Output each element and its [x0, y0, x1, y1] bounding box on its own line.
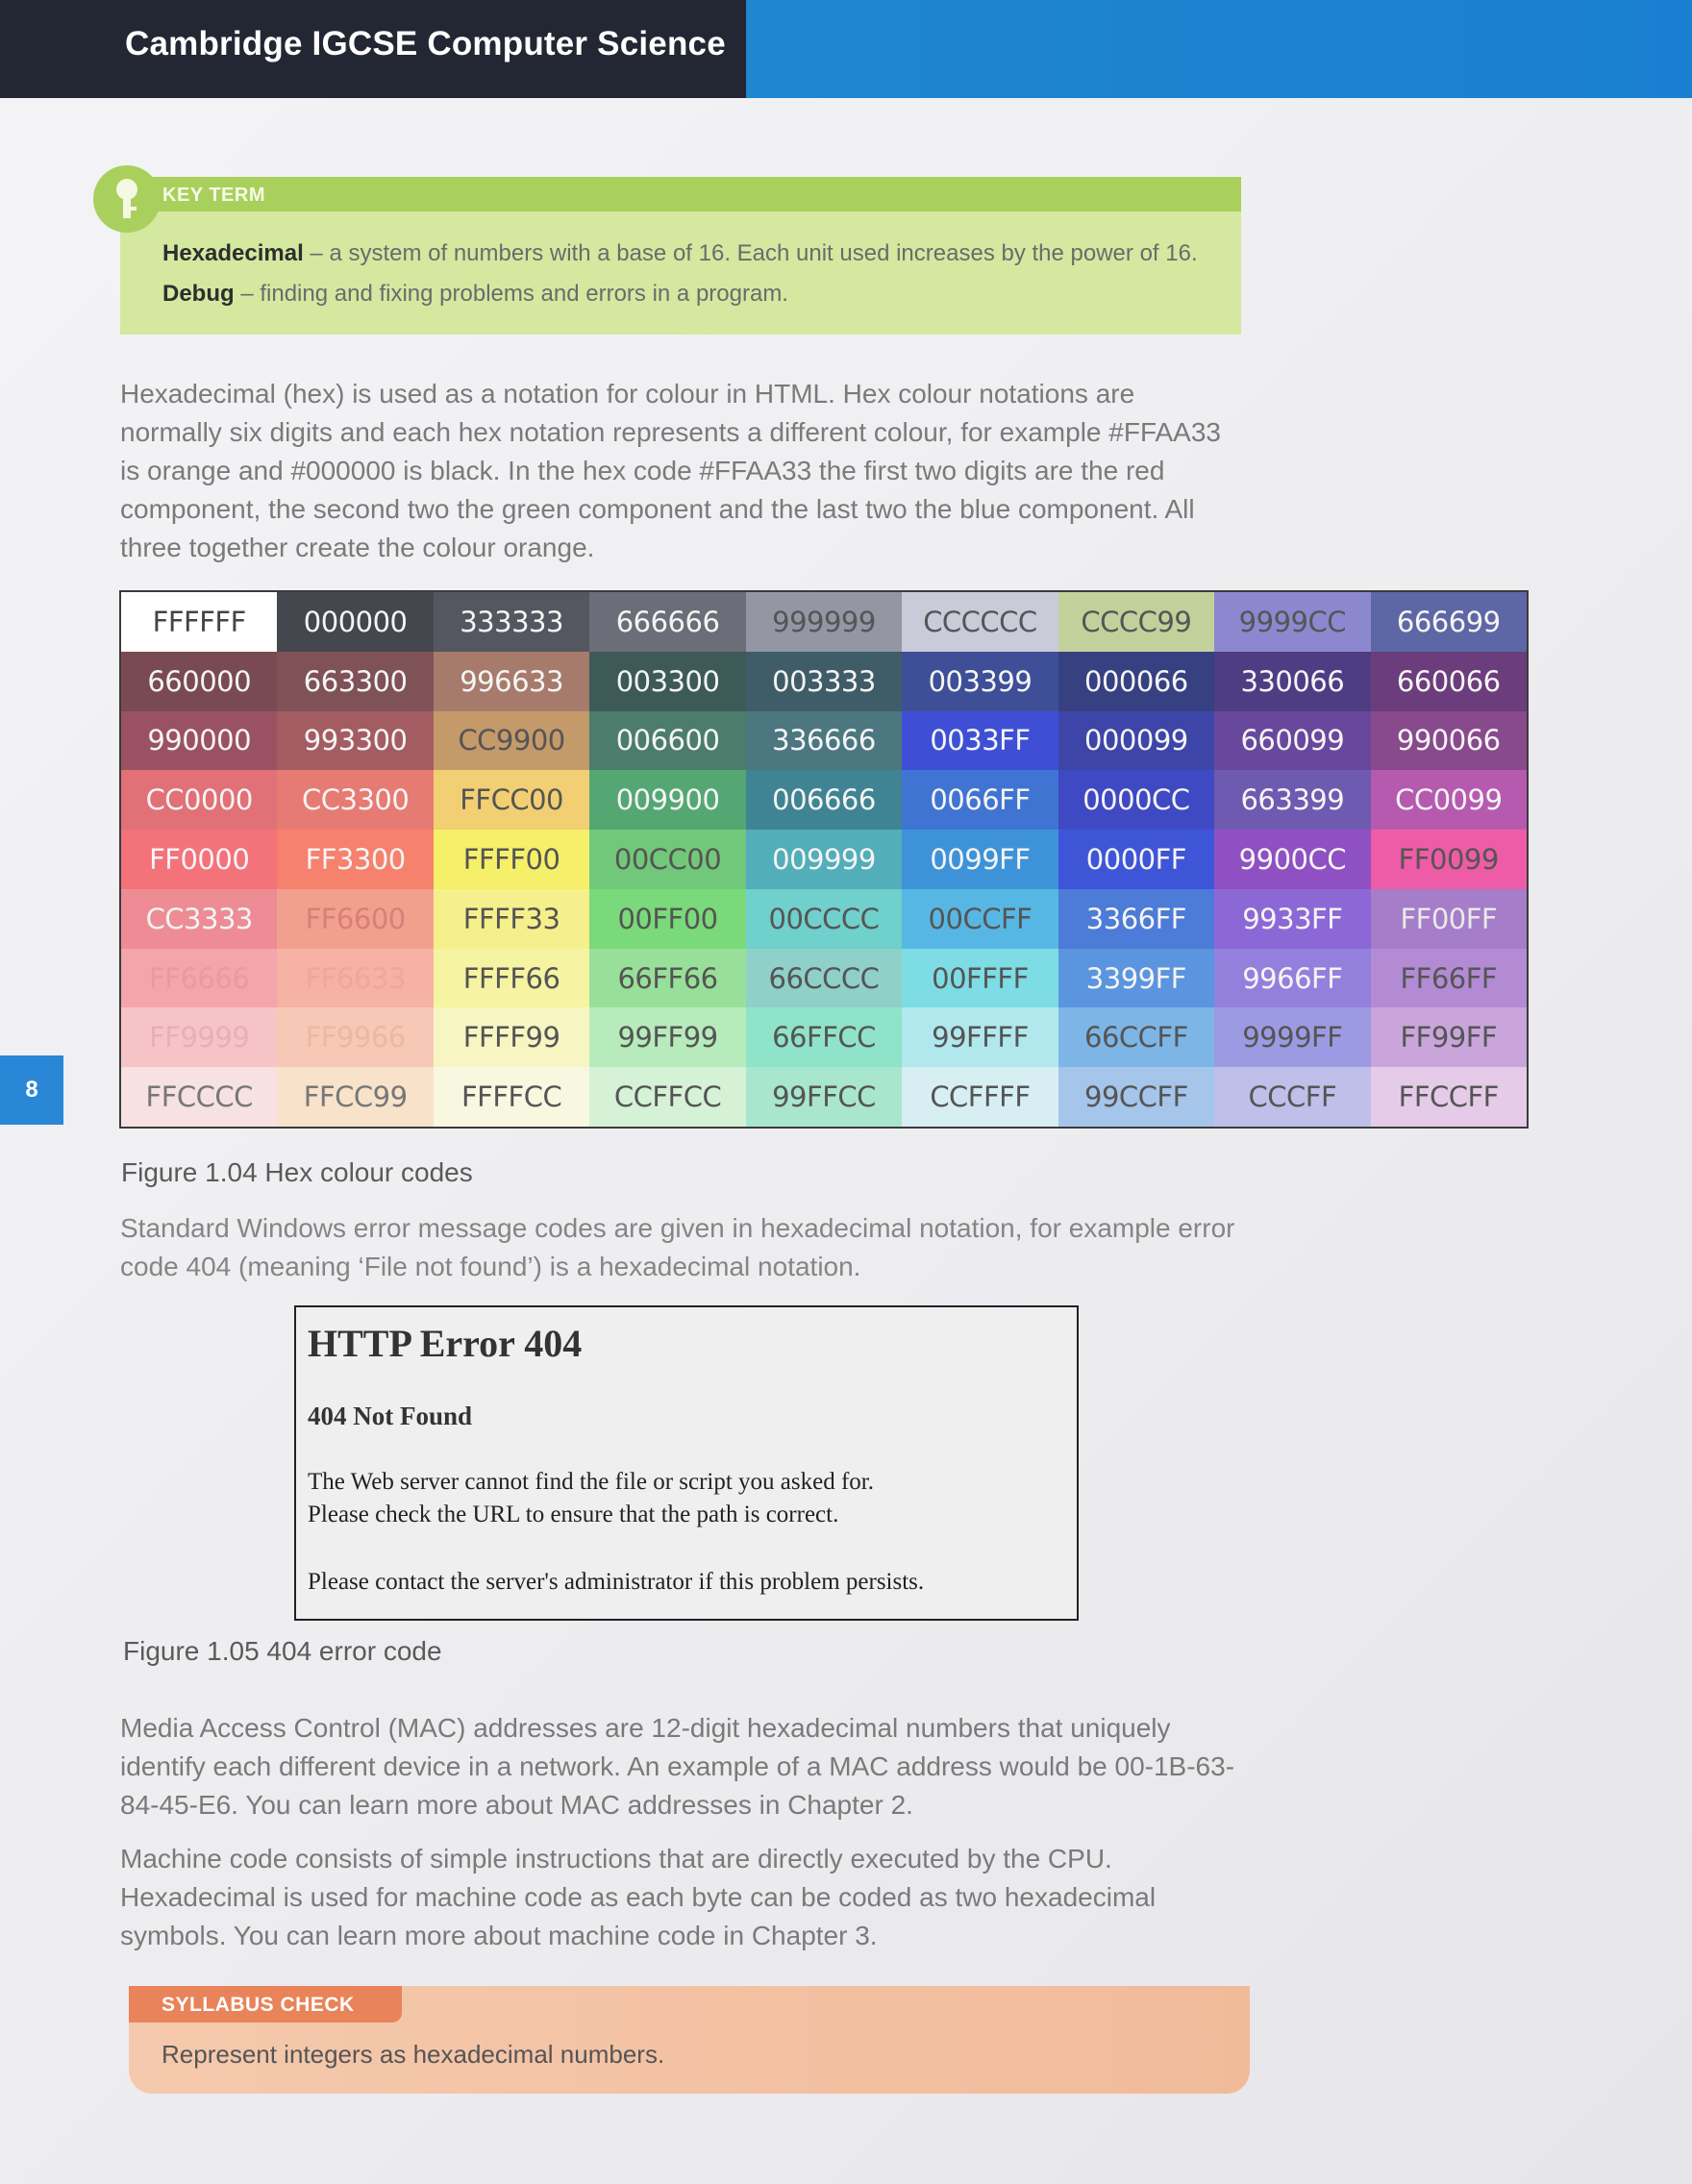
- hex-colour-cell: 00FF00: [589, 889, 745, 949]
- text-line: component, the second two the green component and the last two the blue component. All: [120, 494, 1195, 524]
- text-line: identify each different device in a network. An example of a MAC address would be 00-1B-63-: [120, 1751, 1235, 1781]
- key-term-header: [120, 177, 1241, 211]
- error-message-line: Please check the URL to ensure that the path is correct.: [308, 1502, 839, 1527]
- hex-colour-cell: FF6666: [121, 949, 277, 1008]
- key-term-box: [120, 177, 1241, 335]
- key-icon: [93, 165, 161, 233]
- hex-colour-cell: 330066: [1214, 652, 1370, 711]
- hex-colour-cell: 999999: [746, 592, 902, 652]
- hex-colour-cell: 0000CC: [1058, 770, 1214, 830]
- hex-colour-cell: 663300: [277, 652, 433, 711]
- hex-colour-cell: 66CCCC: [746, 949, 902, 1008]
- hex-colour-cell: 0033FF: [902, 711, 1058, 771]
- header-accent-bar: [746, 0, 1692, 98]
- hex-colour-cell: CC9900: [434, 711, 589, 771]
- figure-1-04-caption: Figure 1.04 Hex colour codes: [121, 1157, 473, 1187]
- hex-colour-cell: 99FFFF: [902, 1007, 1058, 1067]
- hex-colour-cell: 0099FF: [902, 830, 1058, 889]
- hex-colour-cell: FFFF66: [434, 949, 589, 1008]
- text-line: is orange and #000000 is black. In the hex code #FFAA33 the first two digits are the red: [120, 456, 1165, 485]
- hex-colour-cell: FFFFCC: [434, 1067, 589, 1127]
- hex-colour-cell: FFCCCC: [121, 1067, 277, 1127]
- hex-colour-cell: CC3333: [121, 889, 277, 949]
- hex-colour-cell: FF66FF: [1371, 949, 1527, 1008]
- hex-colour-cell: CC0000: [121, 770, 277, 830]
- hex-colour-cell: 0066FF: [902, 770, 1058, 830]
- hex-colour-cell: FF3300: [277, 830, 433, 889]
- hex-colour-cell: 00CCFF: [902, 889, 1058, 949]
- text-line: symbols. You can learn more about machine code in Chapter 3.: [120, 1921, 878, 1950]
- hex-colour-cell: 990066: [1371, 711, 1527, 771]
- hex-colour-cell: FF00FF: [1371, 889, 1527, 949]
- hex-colour-table: [119, 590, 1529, 1129]
- hex-colour-cell: 990000: [121, 711, 277, 771]
- page-number: 8: [0, 1055, 63, 1125]
- key-term-definition: – finding and fixing problems and errors in a program.: [234, 281, 788, 307]
- hex-colour-cell: 00FFFF: [902, 949, 1058, 1008]
- intro-paragraph: [120, 375, 1245, 567]
- text-line: Media Access Control (MAC) addresses are 12-digit hexadecimal numbers that uniquely: [120, 1713, 1171, 1743]
- error-message-line: Please contact the server's administrator if this problem persists.: [308, 1569, 925, 1595]
- syllabus-check-label: SYLLABUS CHECK: [162, 1994, 355, 2016]
- hex-colour-cell: CCFFCC: [589, 1067, 745, 1127]
- hex-colour-cell: FFCC99: [277, 1067, 433, 1127]
- hex-colour-cell: 3366FF: [1058, 889, 1214, 949]
- hex-colour-cell: 993300: [277, 711, 433, 771]
- hex-colour-cell: 660099: [1214, 711, 1370, 771]
- hex-colour-cell: 66FFCC: [746, 1007, 902, 1067]
- hex-colour-cell: FFCC00: [434, 770, 589, 830]
- hex-colour-cell: FF9966: [277, 1007, 433, 1067]
- hex-colour-cell: 99FFCC: [746, 1067, 902, 1127]
- hex-colour-cell: 9999CC: [1214, 592, 1370, 652]
- error-subtitle: 404 Not Found: [308, 1402, 473, 1430]
- hex-colour-cell: FF6633: [277, 949, 433, 1008]
- hex-colour-cell: 336666: [746, 711, 902, 771]
- hex-colour-cell: CCCCCC: [902, 592, 1058, 652]
- hex-colour-cell: 003300: [589, 652, 745, 711]
- http-error-box: [294, 1305, 1079, 1621]
- hex-colour-cell: 000066: [1058, 652, 1214, 711]
- hex-colour-cell: 006666: [746, 770, 902, 830]
- text-line: code 404 (meaning ‘File not found’) is a hexadecimal notation.: [120, 1252, 861, 1281]
- hex-colour-cell: FFCCFF: [1371, 1067, 1527, 1127]
- text-line: Hexadecimal is used for machine code as each byte can be coded as two hexadecimal: [120, 1882, 1157, 1912]
- hex-colour-cell: CC0099: [1371, 770, 1527, 830]
- hex-colour-cell: FF99FF: [1371, 1007, 1527, 1067]
- hex-colour-cell: 99FF99: [589, 1007, 745, 1067]
- machine-code-paragraph: [120, 1840, 1245, 1955]
- text-line: Machine code consists of simple instructions that are directly executed by the CPU.: [120, 1844, 1112, 1874]
- hex-colour-cell: 66FF66: [589, 949, 745, 1008]
- hex-colour-cell: CC3300: [277, 770, 433, 830]
- figure-1-05-caption: Figure 1.05 404 error code: [123, 1636, 442, 1666]
- hex-colour-cell: FFFFFF: [121, 592, 277, 652]
- key-term-definition: – a system of numbers with a base of 16. Each unit used increases by the power of 16.: [303, 240, 1198, 266]
- hex-colour-cell: 00CC00: [589, 830, 745, 889]
- key-term-word: Hexadecimal: [162, 240, 304, 266]
- hex-colour-cell: 996633: [434, 652, 589, 711]
- key-term-item: [162, 281, 788, 308]
- hex-colour-cell: 9966FF: [1214, 949, 1370, 1008]
- hex-colour-cell: 660000: [121, 652, 277, 711]
- hex-colour-cell: 66CCFF: [1058, 1007, 1214, 1067]
- hex-colour-cell: FF9999: [121, 1007, 277, 1067]
- syllabus-check-tab: [129, 1986, 402, 2023]
- error-message-line: The Web server cannot find the file or script you asked for.: [308, 1469, 875, 1495]
- mac-paragraph: [120, 1709, 1245, 1824]
- syllabus-check-text: Represent integers as hexadecimal numbers.: [162, 2040, 665, 2069]
- hex-colour-cell: 666699: [1371, 592, 1527, 652]
- hex-colour-cell: 99CCFF: [1058, 1067, 1214, 1127]
- key-term-word: Debug: [162, 281, 235, 307]
- hex-colour-cell: FFFF33: [434, 889, 589, 949]
- hex-colour-cell: 3399FF: [1058, 949, 1214, 1008]
- hex-colour-cell: 660066: [1371, 652, 1527, 711]
- hex-colour-cell: 663399: [1214, 770, 1370, 830]
- text-line: Hexadecimal (hex) is used as a notation for colour in HTML. Hex colour notations are: [120, 379, 1135, 409]
- hex-colour-cell: CCCC99: [1058, 592, 1214, 652]
- hex-colour-cell: 9999FF: [1214, 1007, 1370, 1067]
- hex-colour-cell: FFFF99: [434, 1007, 589, 1067]
- hex-colour-cell: CCFFFF: [902, 1067, 1058, 1127]
- hex-colour-cell: 000000: [277, 592, 433, 652]
- hex-colour-cell: 003399: [902, 652, 1058, 711]
- error-paragraph: [120, 1209, 1245, 1286]
- hex-colour-cell: FF6600: [277, 889, 433, 949]
- hex-colour-cell: 000099: [1058, 711, 1214, 771]
- hex-colour-cell: 9933FF: [1214, 889, 1370, 949]
- hex-colour-cell: 009900: [589, 770, 745, 830]
- hex-colour-cell: 006600: [589, 711, 745, 771]
- hex-colour-cell: 009999: [746, 830, 902, 889]
- hex-colour-cell: 00CCCC: [746, 889, 902, 949]
- text-line: three together create the colour orange.: [120, 533, 595, 562]
- text-line: 84-45-E6. You can learn more about MAC addresses in Chapter 2.: [120, 1790, 913, 1820]
- hex-colour-cell: 9900CC: [1214, 830, 1370, 889]
- error-title: HTTP Error 404: [308, 1322, 583, 1365]
- hex-colour-cell: CCCFF: [1214, 1067, 1370, 1127]
- hex-colour-cell: FF0000: [121, 830, 277, 889]
- hex-colour-cell: 003333: [746, 652, 902, 711]
- book-title: Cambridge IGCSE Computer Science: [125, 25, 726, 62]
- key-term-label: KEY TERM: [162, 185, 265, 206]
- syllabus-check-box: [129, 1986, 1250, 2094]
- hex-colour-cell: 0000FF: [1058, 830, 1214, 889]
- text-line: Standard Windows error message codes are given in hexadecimal notation, for example error: [120, 1213, 1235, 1243]
- key-term-item: [162, 240, 1198, 267]
- text-line: normally six digits and each hex notation represents a different colour, for example #FFAA33: [120, 417, 1222, 447]
- hex-colour-cell: 333333: [434, 592, 589, 652]
- hex-colour-cell: FF0099: [1371, 830, 1527, 889]
- hex-colour-cell: 666666: [589, 592, 745, 652]
- hex-colour-cell: FFFF00: [434, 830, 589, 889]
